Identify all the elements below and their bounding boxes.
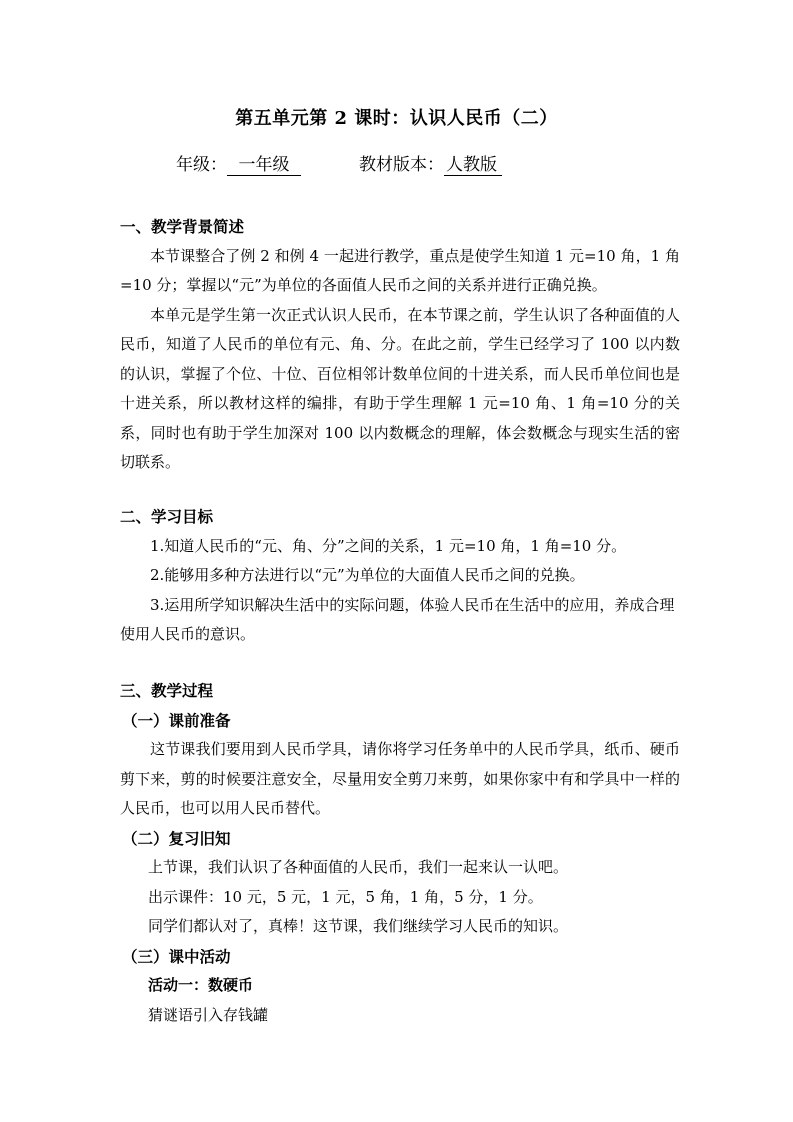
subsection-heading-review: （二）复习旧知	[122, 828, 231, 848]
goal-item-1: 1.知道人民币的“元、角、分”之间的关系，1 元=10 角，1 角=10 分。	[150, 536, 627, 555]
page-title: 第五单元第 2 课时：认识人民币（二）	[235, 108, 558, 129]
edition-value: 人教版	[444, 155, 502, 176]
section-background	[120, 212, 680, 478]
background-paragraph-2: 本单元是学生第一次正式认识人民币，在本节课之前，学生认识了各种面值的人民币，知道了人民币的单位有元、角、分。在此之前，学生已经学习了 100 以内数的认识，掌握了个位、十位、百位相邻计数单位间的十进关系，而人民币单位间也是十进关系，所以教材这样的编排，有助于学生理解 1 元=10 角、1 角=10 分的关系，同时也有助于学生加深对 100 以内数概念的理解，体会数概念与现实生活的密切联系。	[120, 305, 680, 471]
review-line-2: 出示课件：10 元，5 元，1 元，5 角，1 角，5 分，1 分。	[148, 887, 543, 906]
review-line-3: 同学们都认对了，真棒！这节课，我们继续学习人民币的知识。	[148, 917, 569, 935]
goal-item-2: 2.能够用多种方法进行以“元”为单位的大面值人民币之间的兑换。	[150, 566, 585, 584]
activity-heading: 活动一：数硬币	[148, 976, 254, 994]
section-heading-goals: 二、学习目标	[120, 507, 214, 526]
section-goals	[120, 502, 680, 650]
review-line-1: 上节课，我们认识了各种面值的人民币，我们一起来认一认吧。	[148, 858, 569, 876]
activity-line: 猜谜语引入存钱罐	[148, 1005, 269, 1024]
background-paragraph-1: 本节课整合了例 2 和例 4 一起进行教学，重点是使学生知道 1 元=10 角，1 角=10 分；掌握以“元”为单位的各面值人民币之间的关系并进行正确兑换。	[120, 246, 680, 294]
section-heading-process: 三、教学过程	[120, 681, 214, 700]
subsection-heading-activities: （三）课中活动	[122, 946, 231, 966]
preparation-paragraph: 这节课我们要用到人民币学具，请你将学习任务单中的人民币学具，纸币、硬币剪下来，剪的时候要注意安全，尽量用安全剪刀来剪，如果你家中有和学具中一样的人民币，也可以用人民币替代。	[120, 740, 680, 817]
grade-value: 一年级	[227, 155, 301, 176]
lesson-meta	[176, 150, 502, 176]
subsection-heading-preparation: （一）课前准备	[122, 710, 231, 730]
goal-item-3: 3.运用所学知识解决生活中的实际问题，体验人民币在生活中的应用，养成合理使用人民币的意识。	[120, 595, 675, 643]
grade-label: 年级：	[176, 155, 227, 175]
edition-label: 教材版本：	[359, 155, 444, 175]
section-heading-background: 一、教学背景简述	[120, 217, 245, 236]
section-process	[120, 676, 680, 1030]
